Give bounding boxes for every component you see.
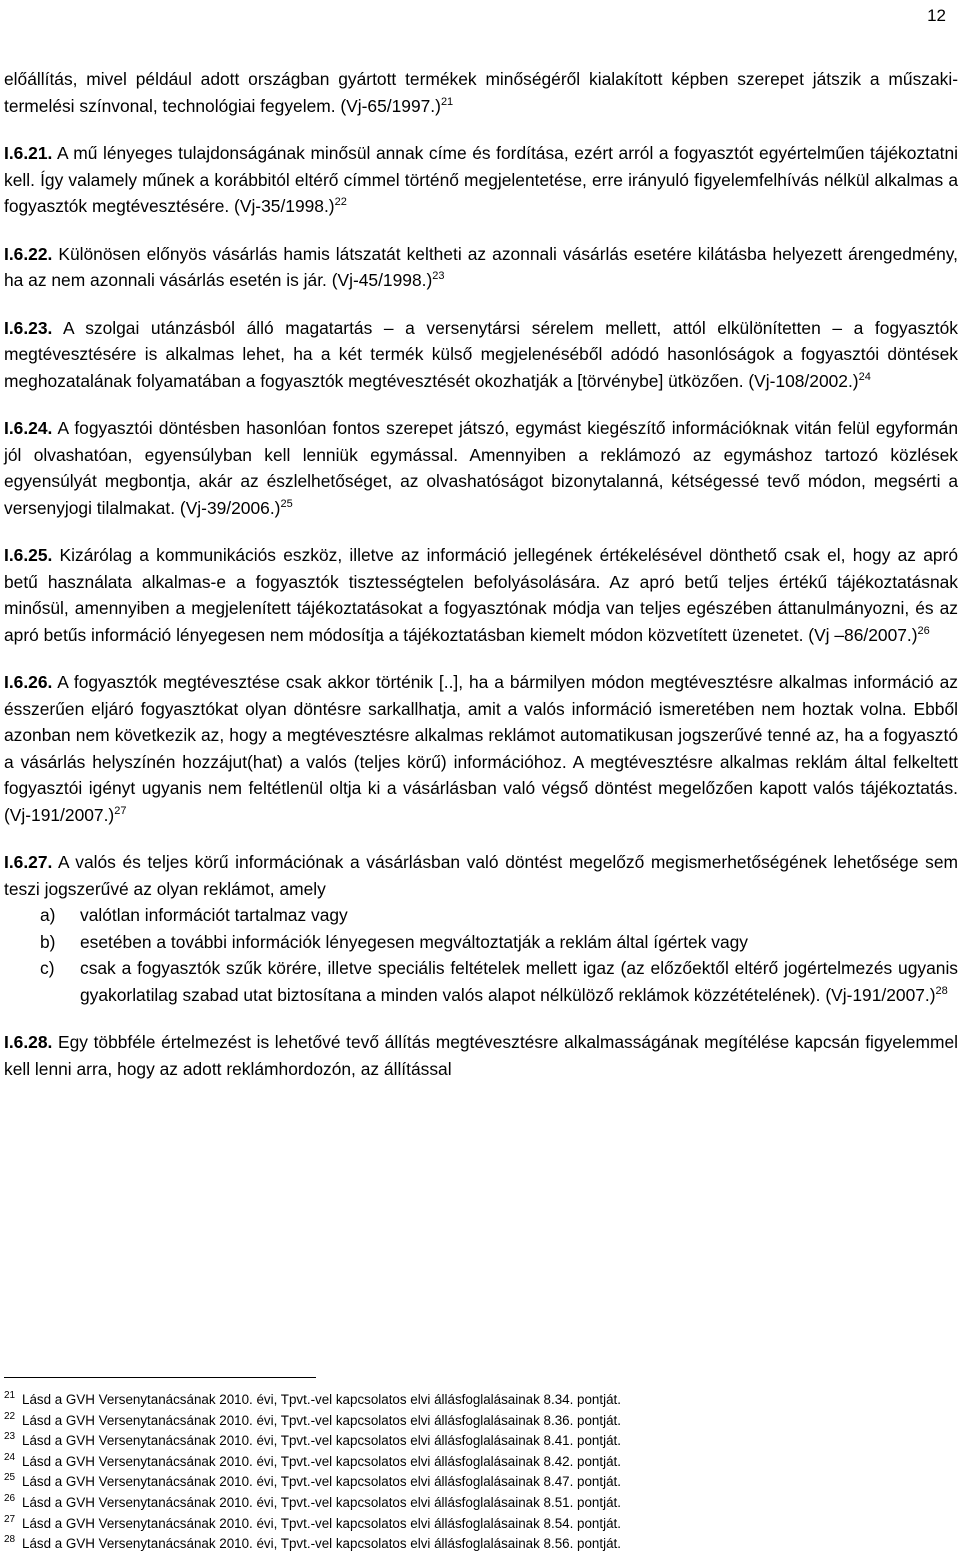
paragraph-text: Egy többféle értelmezést is lehetővé tevő állítás megtévesztésre alkalmasságának megítélése kapcsán figyelemmel kell lenni arra, hogy az adott reklámhordozón, az állítással bbox=[4, 1032, 958, 1079]
footnote: 26 Lásd a GVH Versenytanácsának 2010. évi, Tpvt.-vel kapcsolatos elvi állásfoglalásainak 8.51. pontját. bbox=[4, 1492, 621, 1510]
footnote-text: Lásd a GVH Versenytanácsának 2010. évi, Tpvt.-vel kapcsolatos elvi állásfoglalásainak 8.56. pontját. bbox=[22, 1536, 621, 1552]
footnote-separator bbox=[4, 1377, 316, 1378]
footnote-ref[interactable]: 24 bbox=[858, 370, 871, 383]
footnote-text: Lásd a GVH Versenytanácsának 2010. évi, Tpvt.-vel kapcsolatos elvi állásfoglalásainak 8.47. pontját. bbox=[22, 1474, 621, 1490]
paragraph-text: Kizárólag a kommunikációs eszköz, illetve az információ jellegének értékelésével dönthető csak el, hogy az apró betű használata alkalmas-e a fogyasztók tisztességtelen befolyásolására. Az apró betű teljes értékű tájékoztatásnak minősül, amennyiben a megjelenített tájékoztatásokat a fogyasztónak módja van teljes egészében áttanulmányozni, és az apró betűs információ lényegesen nem módosítja a tájékoztatásban kiemelt módon közvetített üzenetet. (Vj –86/2007.) bbox=[4, 545, 958, 645]
footnote: 22 Lásd a GVH Versenytanácsának 2010. évi, Tpvt.-vel kapcsolatos elvi állásfoglalásainak 8.36. pontját. bbox=[4, 1410, 621, 1428]
paragraph bbox=[4, 1029, 958, 1082]
footnote-text: Lásd a GVH Versenytanácsának 2010. évi, Tpvt.-vel kapcsolatos elvi állásfoglalásainak 8.41. pontját. bbox=[22, 1433, 621, 1449]
paragraph bbox=[4, 542, 958, 648]
footnote-ref[interactable]: 25 bbox=[280, 497, 293, 510]
paragraph-number: I.6.22. bbox=[4, 243, 53, 264]
paragraph-text: A szolgai utánzásból álló magatartás – a versenytársi sérelem mellett, attól elkülönítetten – a fogyasztók megtévesztésére is alkalmas lehet, ha a két termék külső megjelenéséből adódó hasonlóságok a fogyasztói döntések meghozatalának folyamatában a fogyasztók megtévesztését okozhatják a [törvénybe] ütközően. (Vj-108/2002.) bbox=[4, 317, 958, 391]
list-marker: c) bbox=[40, 958, 55, 978]
footnote-text: Lásd a GVH Versenytanácsának 2010. évi, Tpvt.-vel kapcsolatos elvi állásfoglalásainak 8.42. pontját. bbox=[22, 1453, 621, 1469]
paragraph-text: A valós és teljes körű információnak a vásárlásban való döntést megelőző megismerhetőségének lehetősége sem teszi jogszerűvé az olyan reklámot, amely bbox=[4, 852, 958, 899]
paragraph-number: I.6.26. bbox=[4, 672, 53, 692]
paragraph bbox=[4, 140, 958, 220]
document-body bbox=[4, 66, 958, 1103]
list-item-text: esetében a további információk lényegesen megváltoztatják a reklám által ígértek vagy bbox=[80, 931, 748, 952]
paragraph bbox=[4, 849, 958, 902]
list-item bbox=[4, 902, 958, 929]
footnote: 28 Lásd a GVH Versenytanácsának 2010. évi, Tpvt.-vel kapcsolatos elvi állásfoglalásainak 8.56. pontját. bbox=[4, 1534, 621, 1552]
paragraph-number: I.6.25. bbox=[4, 545, 53, 565]
paragraph bbox=[4, 315, 958, 395]
paragraph-number: I.6.28. bbox=[4, 1032, 53, 1052]
footnote-ref[interactable]: 21 bbox=[440, 95, 454, 108]
paragraph-text: A mű lényeges tulajdonságának minősül annak címe és fordítása, ezért arról a fogyasztót egyértelműen tájékoztatni kell. Így valamely műnek a korábbitól eltérő címmel történő megjelentetése, erre irányuló figyelemfelhívás nélkül alkalmas a fogyasztók megtévesztésére. (Vj-35/1998.) bbox=[4, 143, 958, 216]
paragraph-text: A fogyasztók megtévesztése csak akkor történik [..], ha a bármilyen módon megtévesztésre alkalmas információ az ésszerűen eljáró fogyasztókat olyan döntésre sarkallhatja, amit a valós információ ismeretében nem hoztak volna. Ebből azonban nem következik az, hogy a megtévesztésre alkalmas reklámot automatikusan jogszerűvé tenné az, ha a fogyasztó a vásárlás helyszínén hozzájut(hat) a valós (teljes körű) információhoz. A megtévesztésre alkalmas reklám által felkeltett fogyasztói igényt ugyanis nem feltétlenül oltja ki a vásárlásban való végső döntést megelőzően kapott valós tájékoztatás. (Vj-191/2007.) bbox=[4, 672, 958, 825]
footnote-ref[interactable]: 27 bbox=[114, 804, 127, 817]
footnote-ref[interactable]: 22 bbox=[334, 196, 347, 208]
paragraph-number: I.6.27. bbox=[4, 852, 53, 872]
page-number: 12 bbox=[927, 6, 946, 25]
footnote: 24 Lásd a GVH Versenytanácsának 2010. évi, Tpvt.-vel kapcsolatos elvi állásfoglalásainak 8.42. pontját. bbox=[4, 1451, 621, 1469]
paragraph-text: A fogyasztói döntésben hasonlóan fontos szerepet játszó, egymást kiegészítő információknak vitán felül egyformán jól olvashatóan, egyensúlyban kell lenniük egymással. Amennyiben a reklámozó az egymáshoz tartozó közlések egyensúlyát megbontja, akár az észlelhetőséget, az olvashatóságot bizonytalanná, kétségessé tevő módon, megsérti a versenyjogi tilalmakat. (Vj-39/2006.) bbox=[4, 418, 958, 518]
list-marker: b) bbox=[40, 931, 56, 952]
list-item bbox=[4, 955, 958, 1008]
paragraph bbox=[4, 241, 958, 294]
paragraph bbox=[4, 415, 958, 521]
list-item-body: csak a fogyasztók szűk körére, illetve speciális feltételek mellett igaz (az előzőektől eltérő jogértelmezés ugyanis gyakorlatilag szabad utat biztosítana a minden valós alapot nélkülöző reklámok közzétételének). (Vj-191/2007.) bbox=[80, 958, 958, 1005]
footnote-ref[interactable]: 26 bbox=[917, 624, 930, 637]
paragraph-text: előállítás, mivel például adott országban gyártott termékek minőségéről kialakított képben szerepet játszik a műszaki-termelési színvonal, technológiai fegyelem. (Vj-65/1997.) bbox=[4, 69, 958, 116]
list-item-text bbox=[80, 955, 958, 1008]
footnote: 27 Lásd a GVH Versenytanácsának 2010. évi, Tpvt.-vel kapcsolatos elvi állásfoglalásainak 8.54. pontját. bbox=[4, 1513, 621, 1531]
paragraph-number: I.6.21. bbox=[4, 143, 53, 163]
list-item bbox=[4, 929, 958, 956]
footnote-text: Lásd a GVH Versenytanácsának 2010. évi, Tpvt.-vel kapcsolatos elvi állásfoglalásainak 8.51. pontját. bbox=[22, 1494, 621, 1510]
list-item-text: valótlan információt tartalmaz vagy bbox=[80, 905, 348, 925]
footnote-text: Lásd a GVH Versenytanácsának 2010. évi, Tpvt.-vel kapcsolatos elvi állásfoglalásainak 8.54. pontját. bbox=[22, 1515, 621, 1531]
list bbox=[4, 902, 958, 1008]
paragraph-number: I.6.23. bbox=[4, 317, 53, 338]
footnote: 21 Lásd a GVH Versenytanácsának 2010. évi, Tpvt.-vel kapcsolatos elvi állásfoglalásainak 8.34. pontját. bbox=[4, 1390, 621, 1407]
footnote: 23 Lásd a GVH Versenytanácsának 2010. évi, Tpvt.-vel kapcsolatos elvi állásfoglalásainak 8.41. pontját. bbox=[4, 1431, 621, 1449]
footnote: 25 Lásd a GVH Versenytanácsának 2010. évi, Tpvt.-vel kapcsolatos elvi állásfoglalásainak 8.47. pontját. bbox=[4, 1472, 621, 1490]
list-marker: a) bbox=[40, 905, 56, 925]
paragraph bbox=[4, 66, 958, 119]
paragraph bbox=[4, 669, 958, 828]
footnote-text: Lásd a GVH Versenytanácsának 2010. évi, Tpvt.-vel kapcsolatos elvi állásfoglalásainak 8.34. pontját. bbox=[22, 1392, 621, 1407]
footnote-ref[interactable]: 23 bbox=[432, 270, 445, 282]
paragraph-text: Különösen előnyös vásárlás hamis látszatát keltheti az azonnali vásárlás esetére kilátásba helyezett árengedmény, ha az nem azonnali vásárlás esetén is jár. (Vj-45/1998.) bbox=[4, 243, 958, 290]
footnote-text: Lásd a GVH Versenytanácsának 2010. évi, Tpvt.-vel kapcsolatos elvi állásfoglalásainak 8.36. pontját. bbox=[22, 1412, 621, 1428]
footnotes bbox=[4, 1390, 944, 1555]
paragraph-number: I.6.24. bbox=[4, 418, 53, 438]
footnote-ref[interactable]: 28 bbox=[935, 984, 948, 997]
